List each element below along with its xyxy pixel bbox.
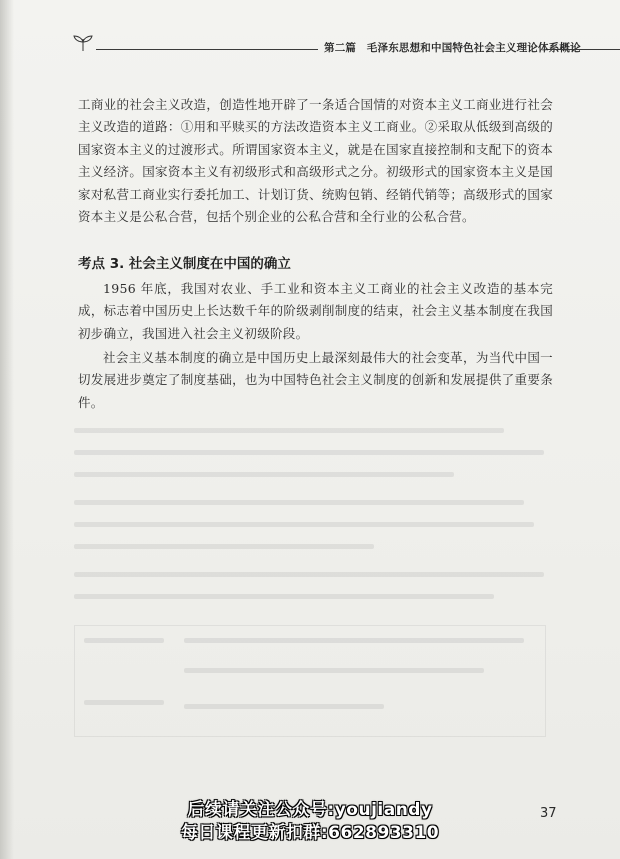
paragraph-3: 社会主义基本制度的确立是中国历史上最深刻最伟大的社会变革，为当代中国一切发展进步奠定了制度基础，也为中国特色社会主义制度的创新和发展提供了重要条件。 (78, 350, 553, 410)
page-gutter-shadow (0, 0, 14, 859)
watermark-line-2: 每日课程更新扣群:662893310 (180, 823, 440, 843)
page-number: 37 (540, 806, 557, 821)
running-header (58, 34, 620, 64)
paragraph-2: 1956 年底，我国对农业、手工业和资本主义工商业的社会主义改造的基本完成，标志着中国历史上长达数千年的阶级剥削制度的结束，社会主义基本制度在我国初步确立，我国进入社会主义初级阶段。 (78, 281, 553, 341)
section-heading: 考点 3. 社会主义制度在中国的确立 (78, 256, 291, 272)
header-title: 第二篇 毛泽东思想和中国特色社会主义理论体系概论 (324, 42, 581, 54)
paragraph-1: 工商业的社会主义改造，创造性地开辟了一条适合国情的对资本主义工商业进行社会主义改造的道路：①用和平赎买的方法改造资本主义工商业。②采取从低级到高级的国家资本主义的过渡形式。所谓国家资本主义，就是在国家直接控制和支配下的资本主义经济。国家资本主义有初级形式和高级形式之分。初级形式的国家资本主义是国家对私营工商业实行委托加工、计划订货、统购包销、经销代销等；高级形式的国家资本主义是公私合营，包括个别企业的公私合营和全行业的公私合营。 (78, 97, 553, 225)
watermark-line-1: 后续请关注公众号:youjiandy (187, 800, 433, 820)
show-through-from-reverse-page (64, 420, 554, 750)
leaf-icon (72, 34, 94, 52)
header-rule-left (96, 49, 318, 50)
header-rule-right (548, 49, 620, 50)
